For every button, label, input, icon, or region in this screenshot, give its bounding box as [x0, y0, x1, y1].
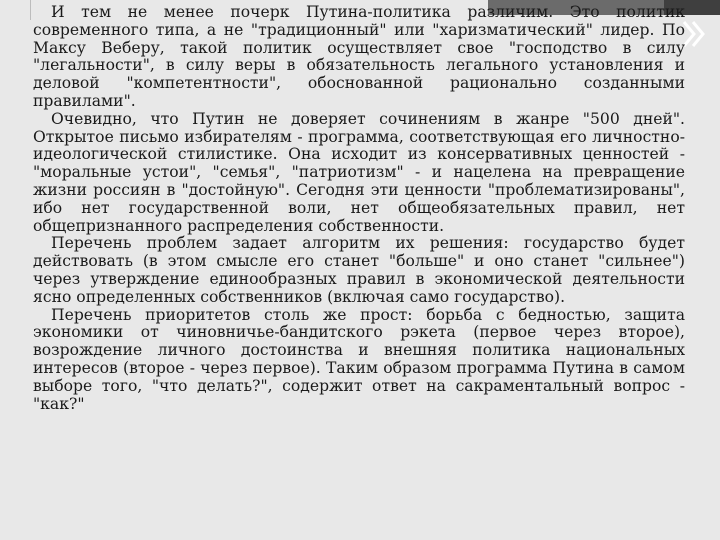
top-left-divider — [30, 0, 31, 20]
paragraph-4: Перечень приоритетов столь же прост: борьба с бедностью, защита экономики от чиновничье-бандитского рэкета (первое через второе), возрождение личного достоинства и внешняя политика национальных интересов (второе - через первое). Таким образом программа Путина в самом выборе того, "что делать?", содержит ответ на сакраментальный вопрос - "как?" — [33, 305, 685, 413]
slide-text-body — [33, 4, 685, 413]
paragraph-2: Очевидно, что Путин не доверяет сочинениям в жанре "500 дней". Открытое письмо избирателям - программа, соответствующая его личностно-идеологической стилистике. Она исходит из консервативных ценностей - "моральные устои", "семья", "патриотизм" - и нацелена на превращение жизни россиян в "достойную". Сегодня эти ценности "проблематизированы", ибо нет государственной воли, нет общеобязательных правил, нет общепризнанного распределения собственности. — [33, 109, 685, 235]
paragraph-3: Перечень проблем задает алгоритм их решения: государство будет действовать (в этом смысле его станет "больше" и оно станет "сильнее") через утверждение единообразных правил в экономической деятельности ясно определенных собственников (включая само государство). — [33, 234, 685, 306]
paragraph-1: И тем не менее почерк Путина-политика различим. Это политик современного типа, а не "традиционный" или "харизматический" лидер. По Максу Веберу, такой политик осуществляет свое "господство в силу "легальности", в силу веры в обязательность легального установления и деловой "компетентности", обоснованной рационально созданными правилами". — [33, 3, 685, 110]
